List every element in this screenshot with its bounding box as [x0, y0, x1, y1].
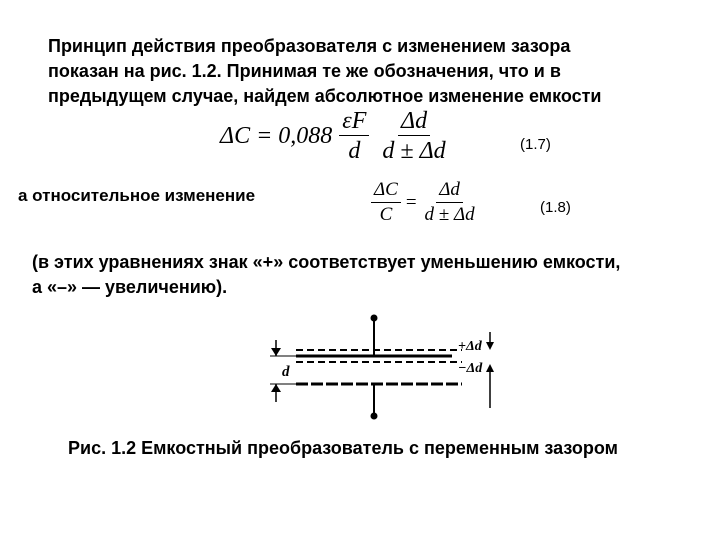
formula-1-8-frac2-num: Δd: [436, 180, 463, 203]
plus-delta-d-label: +Δd: [458, 339, 482, 354]
formula-1-8-fraction-1: [371, 180, 401, 226]
formula-1-7: [220, 108, 454, 165]
note-paragraph: [32, 250, 620, 300]
relative-change-label: а относительное изменение: [18, 186, 256, 205]
bottom-terminal: [371, 413, 378, 420]
figure-caption: Рис. 1.2 Емкостный преобразователь с переменным зазором: [68, 438, 618, 458]
capacitor-figure: [262, 312, 502, 424]
intro-paragraph: [48, 34, 602, 109]
formula-1-7-frac1-den: d: [348, 138, 361, 165]
formula-1-7-frac1-num: εF: [339, 108, 369, 136]
intro-line-3: предыдущем случае, найдем абсолютное изменение емкости: [48, 86, 602, 106]
right-arrowhead-bottom: [486, 364, 494, 372]
formula-1-7-lhs: ΔC = 0,088: [220, 122, 333, 149]
formula-1-8-equals: =: [405, 191, 417, 213]
note-line-1: (в этих уравнениях знак «+» соответствует уменьшению емкости,: [32, 252, 621, 272]
right-arrowhead-top: [486, 342, 494, 350]
dim-top-arrowhead: [271, 348, 281, 356]
formula-1-7-fraction-2: [379, 108, 448, 165]
formula-1-7-fraction-1: [339, 108, 369, 165]
formula-1-7-frac2-num: Δd: [398, 108, 430, 136]
formula-1-8-fraction-2: [422, 180, 478, 226]
minus-delta-d-label: −Δd: [458, 361, 483, 376]
equation-number-1-8: (1.8): [540, 199, 571, 216]
formula-1-8-frac2-den: d ± Δd: [424, 203, 475, 225]
formula-1-8: [366, 180, 483, 226]
formula-1-8-frac1-den: C: [379, 203, 393, 225]
formula-1-8-frac1-num: ΔC: [371, 180, 401, 203]
top-terminal: [371, 315, 378, 322]
equation-number-1-7: (1.7): [520, 136, 551, 153]
intro-line-1: Принцип действия преобразователя с изменением зазора: [48, 36, 571, 56]
note-line-2: а «–» — увеличению).: [32, 277, 228, 297]
intro-line-2: показан на рис. 1.2. Принимая те же обозначения, что и в: [48, 61, 561, 81]
gap-d-label: d: [282, 364, 290, 380]
formula-1-7-frac2-den: d ± Δd: [382, 138, 446, 165]
dim-bottom-arrowhead: [271, 384, 281, 392]
